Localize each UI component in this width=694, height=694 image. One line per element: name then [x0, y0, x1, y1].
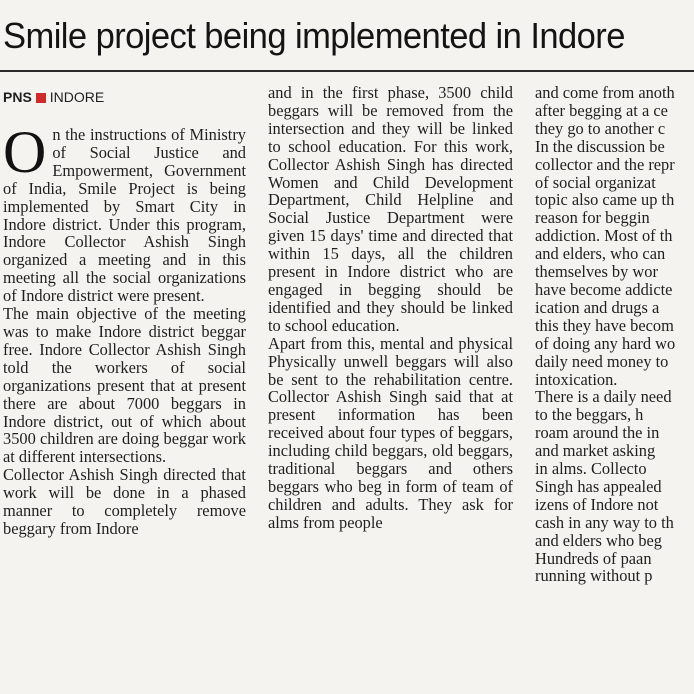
- column-line: izens of Indore not: [535, 494, 659, 514]
- column-line: have become addicte: [535, 279, 673, 299]
- paragraph-6: [535, 84, 694, 388]
- column-line: reason for beggin: [535, 208, 650, 228]
- byline-location: INDORE: [49, 89, 105, 105]
- column-line: addiction. Most of th: [535, 226, 673, 246]
- column-line: and come from anoth: [535, 84, 675, 102]
- column-line: themselves by wor: [535, 262, 658, 282]
- column-line: topic also came up th: [535, 190, 675, 210]
- drop-cap: O: [3, 119, 47, 185]
- column-line: and elders who beg: [535, 530, 662, 550]
- column-line: of doing any hard wo: [535, 333, 676, 353]
- column-line: roam around the in: [535, 423, 660, 443]
- column-line: and elders, who can: [535, 244, 666, 264]
- byline: [3, 88, 246, 106]
- column-line: running without p: [535, 566, 653, 586]
- column-line: There is a daily need: [535, 387, 672, 407]
- column-line: to the beggars, h: [535, 405, 644, 425]
- column-line: Singh has appealed: [535, 476, 662, 496]
- headline: Smile project being implemented in Indore: [3, 15, 625, 56]
- column-line: after begging at a ce: [535, 100, 668, 120]
- paragraph-4: and in the first phase, 3500 child beggars will be removed from the intersection and they will be linked to school education. For this work, Collector Ashish Singh has directed Women and Child Development Department, Child Helpline and Social Justice Department were given 15 days' time and directed that within 15 days, all the children present in Indore district who are engaged in begging should be identified and they should be linked to school education.: [268, 84, 513, 335]
- column-line: this they have becom: [535, 315, 674, 335]
- headline-rule: [0, 70, 694, 72]
- article-column-3: [535, 84, 694, 694]
- paragraph-5: Apart from this, mental and physical Physically unwell beggars will also be sent to the rehabilitation centre. Collector Ashish Singh said that at present information has been received about four types of beggars, including child beggars, old beggars, traditional beggars and others beggars who beg in form of team of children and adults. They ask for alms from people: [268, 333, 513, 532]
- article-column-2: [268, 84, 513, 694]
- lead-text: n the instructions of Ministry of Social Justice and Empowerment, Government of India, Smile Project is being implemented by Smart City in Indore district. Under this program, Indore Collector Ashish Singh organized a meeting and in this meeting all the social organizations of Indore district were present.: [3, 125, 246, 306]
- column-line: intoxication.: [535, 369, 618, 389]
- column-line: cash in any way to th: [535, 512, 674, 532]
- column-line: collector and the repr: [535, 154, 675, 174]
- paragraph-2: The main objective of the meeting was to make Indore district beggar free. Indore Collector Ashish Singh told the workers of social organizations present that at present there are about 7000 beggars in Indore district, out of which about 3500 children are doing beggar work at different intersections.: [3, 304, 246, 467]
- column-line: In the discussion be: [535, 136, 665, 156]
- column-line: daily need money to: [535, 351, 669, 371]
- column-line: of social organizat: [535, 172, 656, 192]
- paragraph-7: [535, 388, 694, 585]
- column-line: they go to another c: [535, 118, 666, 138]
- column-line: Hundreds of paan: [535, 548, 652, 568]
- paragraph-3: Collector Ashish Singh directed that work will be done in a phased manner to completely remove beggary from Indore: [3, 465, 246, 538]
- byline-agency: PNS: [3, 89, 32, 105]
- article-column-1: [3, 84, 246, 694]
- red-square-icon: [36, 93, 46, 103]
- paragraph-lead: [3, 119, 246, 306]
- column-line: ication and drugs a: [535, 297, 660, 317]
- column-line: and market asking: [535, 441, 656, 461]
- column-line: in alms. Collecto: [535, 459, 647, 479]
